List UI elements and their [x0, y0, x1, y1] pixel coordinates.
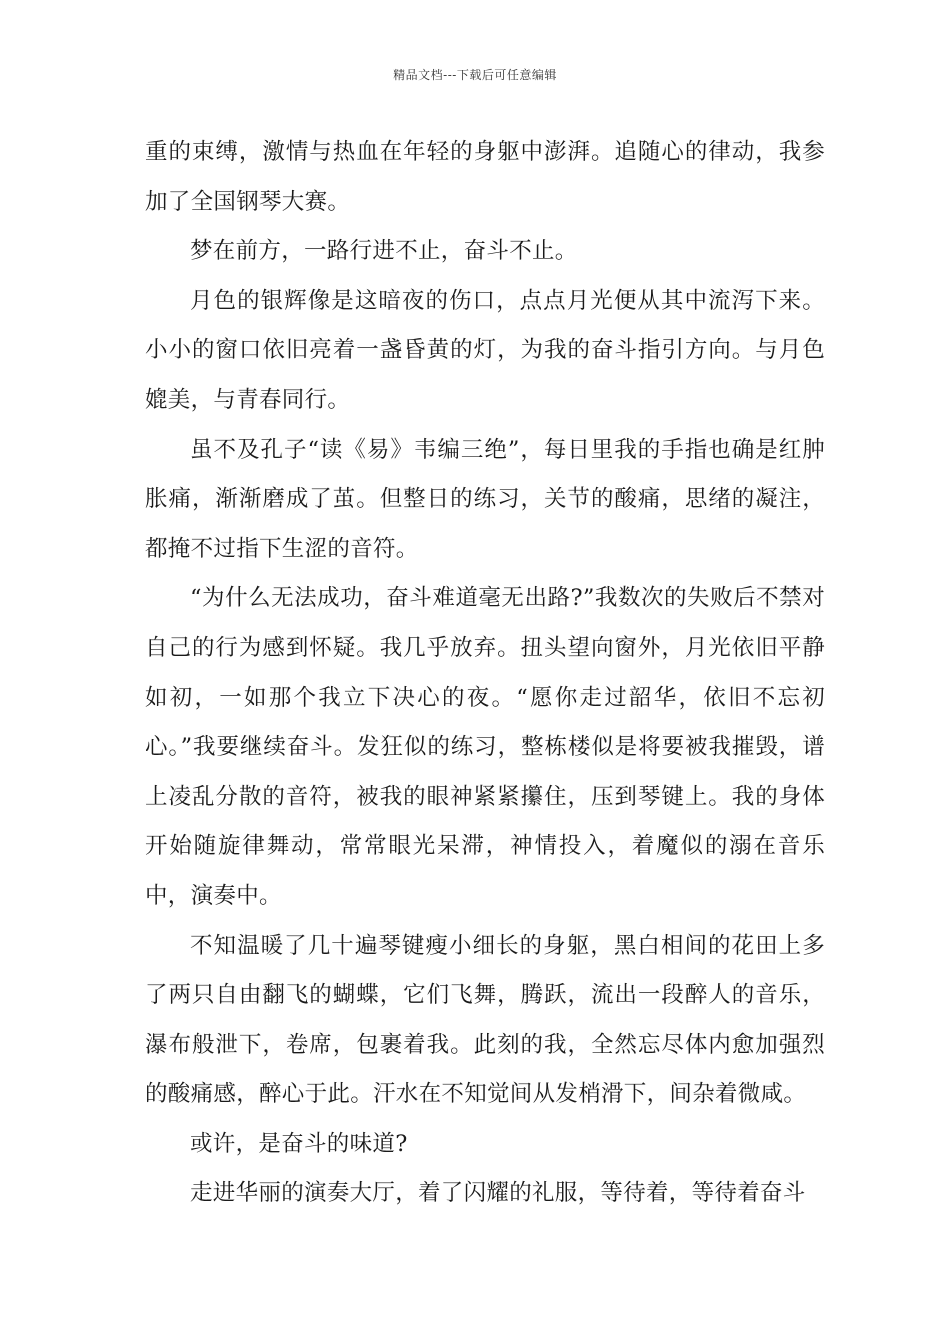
paragraph: 梦在前方，一路行进不止，奋斗不止。	[190, 238, 578, 265]
page-header: 精品文档---下载后可任意编辑	[393, 68, 557, 82]
paragraph: 不知温暖了几十遍琴键瘦小细长的身躯，黑白相间的花田上多了两只自由翻飞的蝴蝶，它们飞舞，腾跃，流出一段醉人的音乐，瀑布般泄下，卷席，包裹着我。此刻的我，全然忘尽体内愈加强烈的酸痛感，醉心于此。汗水在不知觉间从发梢滑下，间杂着微咸。	[145, 932, 825, 1108]
paragraph: 走进华丽的演奏大厅，着了闪耀的礼服，等待着，等待着奋斗	[190, 1180, 806, 1207]
paragraph: 月色的银辉像是这暗夜的伤口，点点月光便从其中流泻下来。小小的窗口依旧亮着一盏昏黄的灯，为我的奋斗指引方向。与月色媲美，与青春同行。	[145, 287, 825, 413]
paragraph: 虽不及孔子“读《易》韦编三绝”，每日里我的手指也确是红肿胀痛，渐渐磨成了茧。但整日的练习，关节的酸痛，思绪的凝注，都掩不过指下生涩的音符。	[145, 436, 825, 562]
document-body	[145, 128, 825, 1219]
paragraph: 重的束缚，激情与热血在年轻的身躯中澎湃。追随心的律动，我参加了全国钢琴大赛。	[145, 139, 825, 215]
paragraph: 或许，是奋斗的味道?	[190, 1130, 408, 1157]
paragraph: “为什么无法成功，奋斗难道毫无出路?”我数次的失败后不禁对自己的行为感到怀疑。我几乎放弃。扭头望向窗外，月光依旧平静如初，一如那个我立下决心的夜。“愿你走过韶华，依旧不忘初心。”我要继续奋斗。发狂似的练习，整栋楼似是将要被我摧毁，谱上凌乱分散的音符，被我的眼神紧紧攥住，压到琴键上。我的身体开始随旋律舞动，常常眼光呆滞，神情投入，着魔似的溺在音乐中，演奏中。	[145, 585, 825, 909]
